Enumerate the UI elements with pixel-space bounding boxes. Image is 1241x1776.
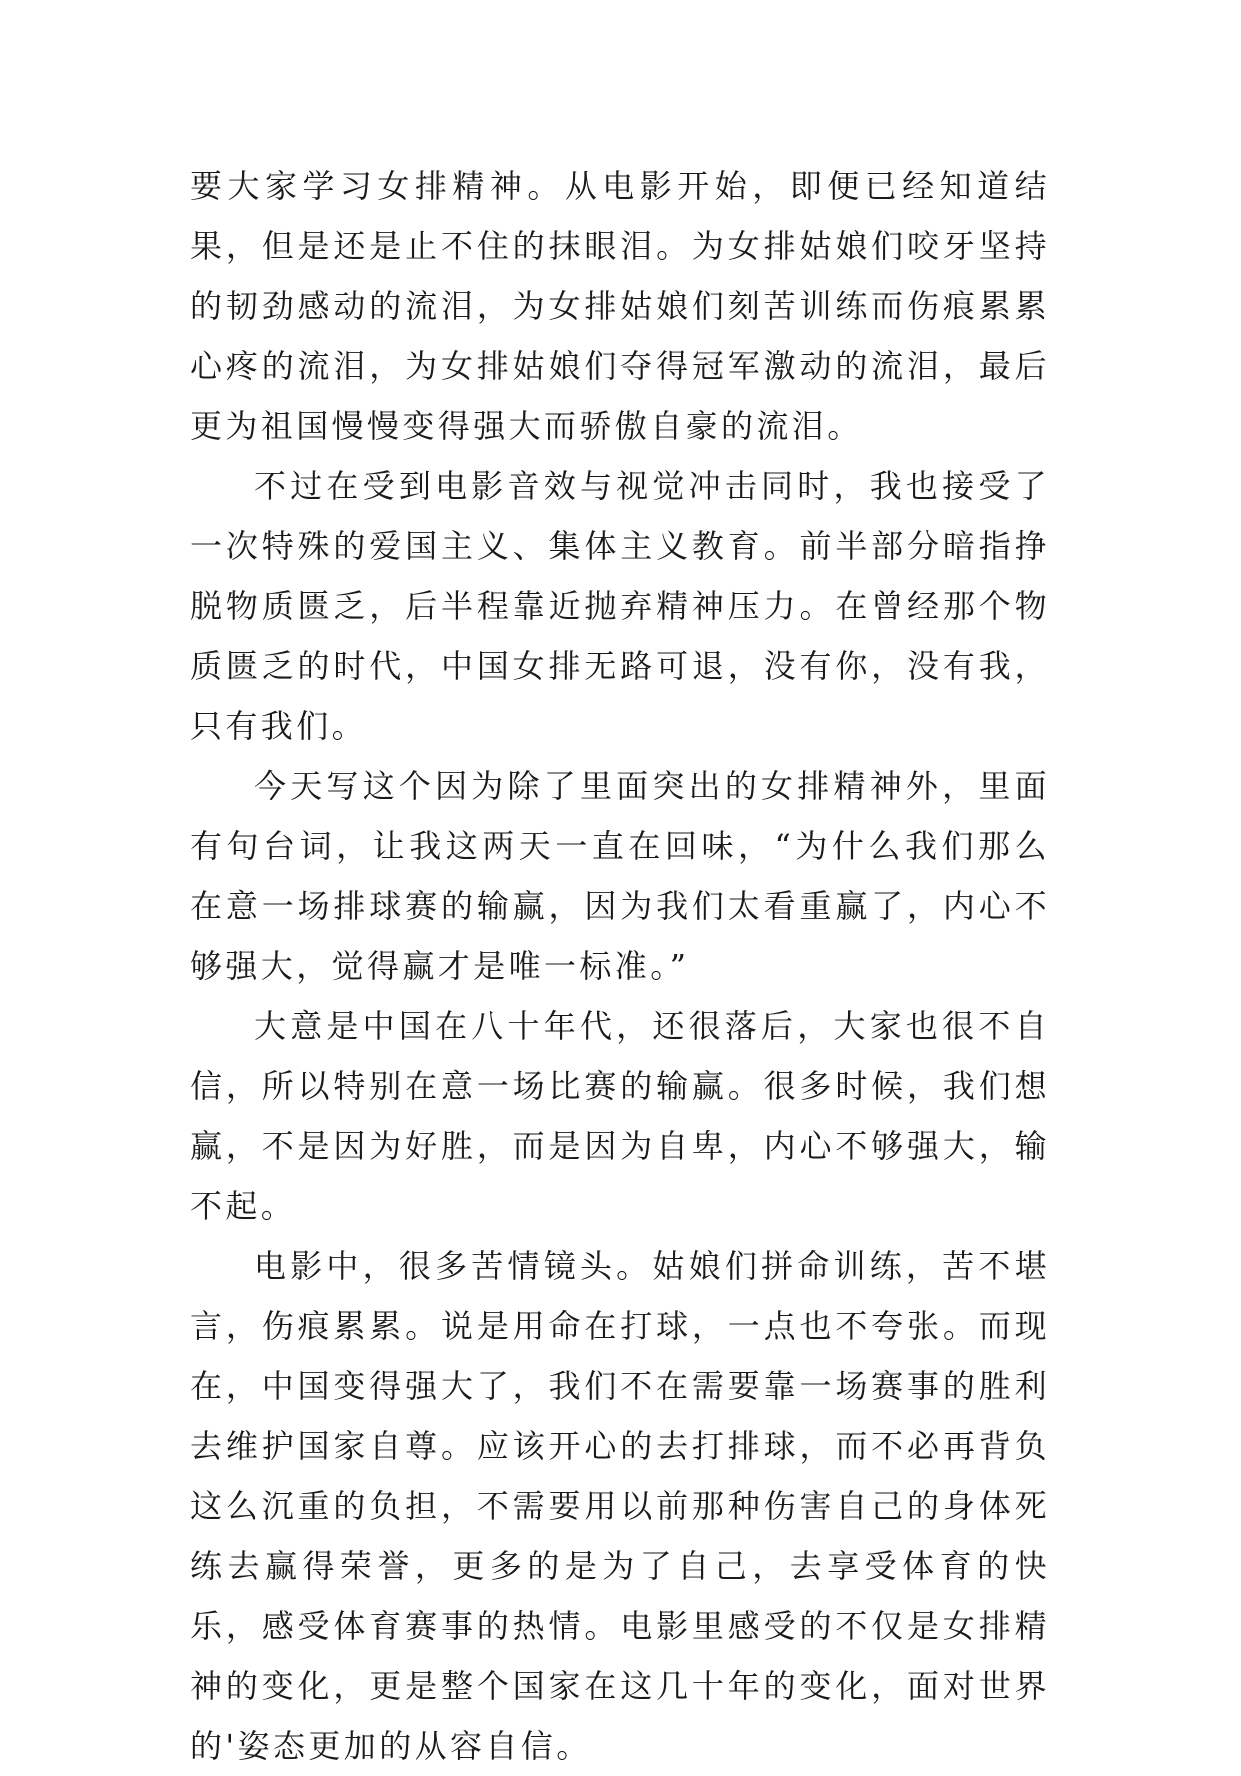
paragraph-5: 电影中，很多苦情镜头。姑娘们拼命训练，苦不堪言，伤痕累累。说是用命在打球，一点也不夸张。而现在，中国变得强大了，我们不在需要靠一场赛事的胜利去维护国家自尊。应该开心的去打排球，而不必再背负这么沉重的负担，不需要用以前那种伤害自己的身体死练去赢得荣誉，更多的是为了自己，去享受体育的快乐，感受体育赛事的热情。电影里感受的不仅是女排精神的变化，更是整个国家在这几十年的变化，面对世界的'姿态更加的从容自信。 [190, 1247, 1050, 1765]
paragraph-3: 今天写这个因为除了里面突出的女排精神外，里面有句台词，让我这两天一直在回味，“为什么我们那么在意一场排球赛的输赢，因为我们太看重赢了，内心不够强大，觉得赢才是唯一标准。” [190, 767, 1050, 985]
article-body [190, 156, 1050, 1776]
paragraph-2: 不过在受到电影音效与视觉冲击同时，我也接受了一次特殊的爱国主义、集体主义教育。前半部分暗指挣脱物质匮乏，后半程靠近抛弃精神压力。在曾经那个物质匮乏的时代，中国女排无路可退，没有你，没有我，只有我们。 [190, 467, 1050, 745]
paragraph-1: 要大家学习女排精神。从电影开始，即便已经知道结果，但是还是止不住的抹眼泪。为女排姑娘们咬牙坚持的韧劲感动的流泪，为女排姑娘们刻苦训练而伤痕累累心疼的流泪，为女排姑娘们夺得冠军激动的流泪，最后更为祖国慢慢变得强大而骄傲自豪的流泪。 [190, 167, 1050, 445]
paragraph-4: 大意是中国在八十年代，还很落后，大家也很不自信，所以特别在意一场比赛的输赢。很多时候，我们想赢，不是因为好胜，而是因为自卑，内心不够强大，输不起。 [190, 1007, 1050, 1225]
